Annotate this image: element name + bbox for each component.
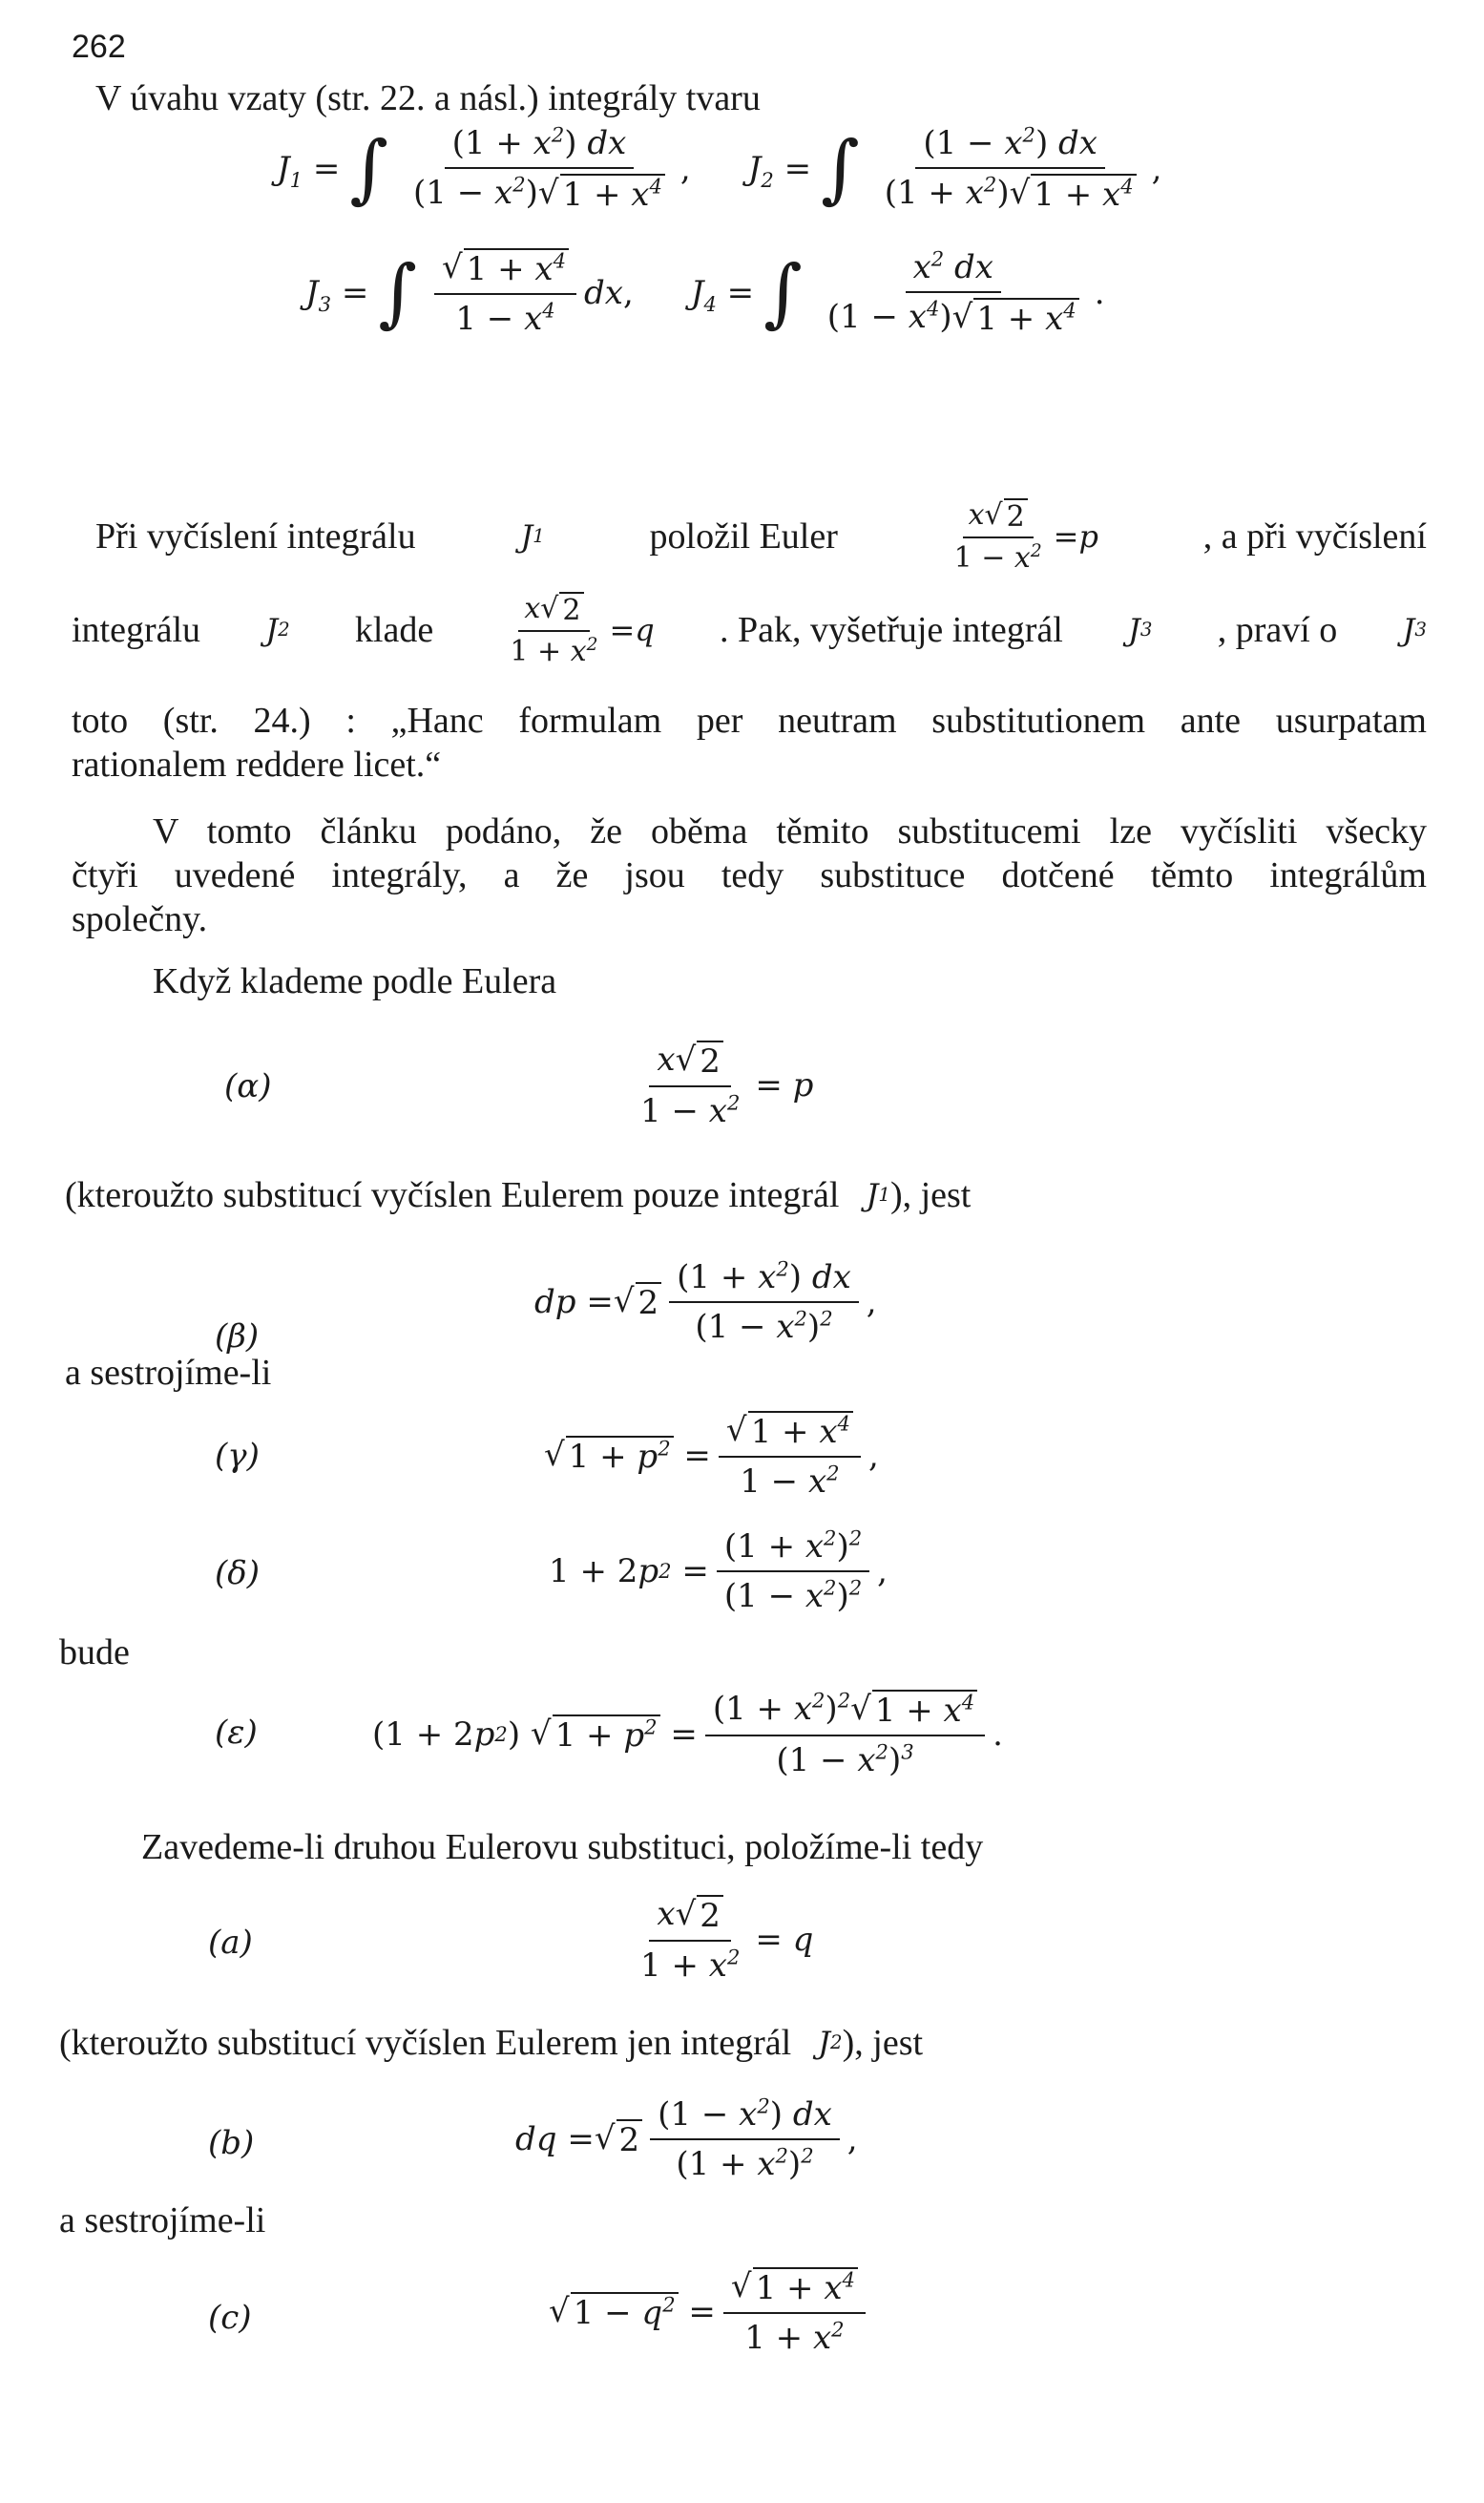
para-zavedeme: Zavedeme-li druhou Eulerovu substituci, položíme-li tedy bbox=[141, 1827, 984, 1867]
label-delta: (δ) bbox=[215, 1554, 260, 1592]
text-int-3: . Pak, vyšetřuje integrál bbox=[719, 610, 1063, 650]
para-euler-q bbox=[72, 592, 1427, 668]
math-q-substitution: x √ 2 $1 + x^2$ = q bbox=[510, 592, 655, 668]
math-j3-inline-2: J 3 bbox=[1402, 612, 1427, 648]
math-j2-inline-2: J 2 bbox=[818, 2025, 843, 2061]
label-b: (b) bbox=[208, 2124, 255, 2162]
label-gamma: (γ) bbox=[215, 1437, 260, 1475]
text-ktero-2: (kteroužto substitucí vyčíslen Eulerem jen integrál bbox=[59, 2023, 792, 2063]
text-int-2: klade bbox=[354, 610, 434, 650]
equation-alpha: x √ 2 $1 - x^2$ = p bbox=[640, 1041, 814, 1130]
para-clanek-1: V tomto článku podáno, že oběma těmito substitucemi lze vyčísliti všecky bbox=[153, 811, 1427, 852]
text-ktero-1: (kteroužto substitucí vyčíslen Eulerem pouze integrál bbox=[65, 1175, 840, 1215]
equation-epsilon: (1 + 2 p 2 ) √ $1 + p^2$ = $(1 + x^2)^2$ √ $1 + x^4$ $(1 - x^2)^3$ . bbox=[372, 1688, 1003, 1779]
equation-b: dq = √ 2 $\frac{(1 - x^2) dx}{(1 + x^2)^2}$ , bbox=[515, 2093, 858, 2183]
math-j1-inline: J 1 bbox=[520, 518, 545, 555]
label-beta: (β) bbox=[215, 1317, 260, 1356]
para-clanek-2: čtyři uvedené integrály, a že jsou tedy substituce dotčené těmto integrálům bbox=[72, 855, 1427, 895]
label-a: (a) bbox=[208, 1924, 253, 1962]
para-ktero-2 bbox=[59, 2022, 923, 2064]
para-clanek-3: společny. bbox=[72, 899, 208, 939]
equation-c: √ $1 - q^2$ = √ $1 + x^4$ $1 + x^2$ bbox=[549, 2267, 873, 2357]
equation-j1-j2: $J_1$ = ∫ $(1 + x^2)$ dx $(1 - x^2)$ √ $1 + x^4$ , $J_2$ = ∫ $(1 - x^2)$ dx $(1 + x^2)$ √ $1 + x^4$ , bbox=[277, 122, 1162, 214]
math-p-substitution: x √ 2 $1 - x^2$ = p bbox=[953, 498, 1098, 575]
equation-a: x √ 2 $1 + x^2$ = q bbox=[640, 1895, 814, 1985]
para-kdyz: Když klademe podle Eulera bbox=[153, 961, 557, 1001]
equation-gamma: √ $1 + p^2$ = √ $1 + x^4$ $1 - x^2$ , bbox=[544, 1411, 879, 1501]
para-sestro-1: a sestrojíme-li bbox=[65, 1353, 272, 1393]
text-int-4: , praví o bbox=[1217, 610, 1338, 650]
math-j1-inline-2: J 1 bbox=[866, 1177, 890, 1213]
text-int-1: integrálu bbox=[72, 610, 201, 650]
para-intro: V úvahu vzaty (str. 22. a násl.) integrály tvaru bbox=[95, 78, 761, 118]
para-sestro-2: a sestrojíme-li bbox=[59, 2200, 266, 2240]
equation-j3-j4: $J_3$ = ∫ √ $1 + x^4$ $1 - x^4$ dx , $J_4$ = ∫ $x^2$ dx $(1 - x^4)$ √ $1 + x^4$ . bbox=[305, 246, 1105, 338]
para-ktero-1 bbox=[65, 1174, 971, 1216]
para-euler-p bbox=[95, 498, 1427, 575]
text-ktero-1b: ), jest bbox=[889, 1175, 972, 1215]
label-alpha: (α) bbox=[224, 1067, 272, 1105]
text-ktero-2b: ), jest bbox=[842, 2023, 924, 2063]
para-toto: toto (str. 24.) : „Hanc formulam per neutram substitutionem ante usurpatam bbox=[72, 701, 1427, 741]
para-rational: rationalem reddere licet.“ bbox=[72, 745, 442, 785]
page-number: 262 bbox=[72, 29, 126, 65]
math-j2-inline: J 2 bbox=[265, 612, 290, 648]
label-c: (c) bbox=[208, 2299, 252, 2337]
equation-beta: dp = √ 2 $\frac{(1 + x^2) dx}{(1 - x^2)^2}$ , bbox=[534, 1256, 877, 1346]
math-j3-inline: J 3 bbox=[1128, 612, 1153, 648]
text-euler-1: Při vyčíslení integrálu bbox=[95, 516, 416, 557]
equation-delta: 1 + 2 p 2 = $\frac{(1 + x^2)^2}{(1 - x^2)^2}$ , bbox=[549, 1525, 888, 1615]
text-euler-3: , a při vyčíslení bbox=[1202, 516, 1427, 557]
text-euler-2: položil Euler bbox=[649, 516, 838, 557]
label-epsilon: (ε) bbox=[215, 1714, 258, 1752]
para-bude: bude bbox=[59, 1632, 130, 1672]
